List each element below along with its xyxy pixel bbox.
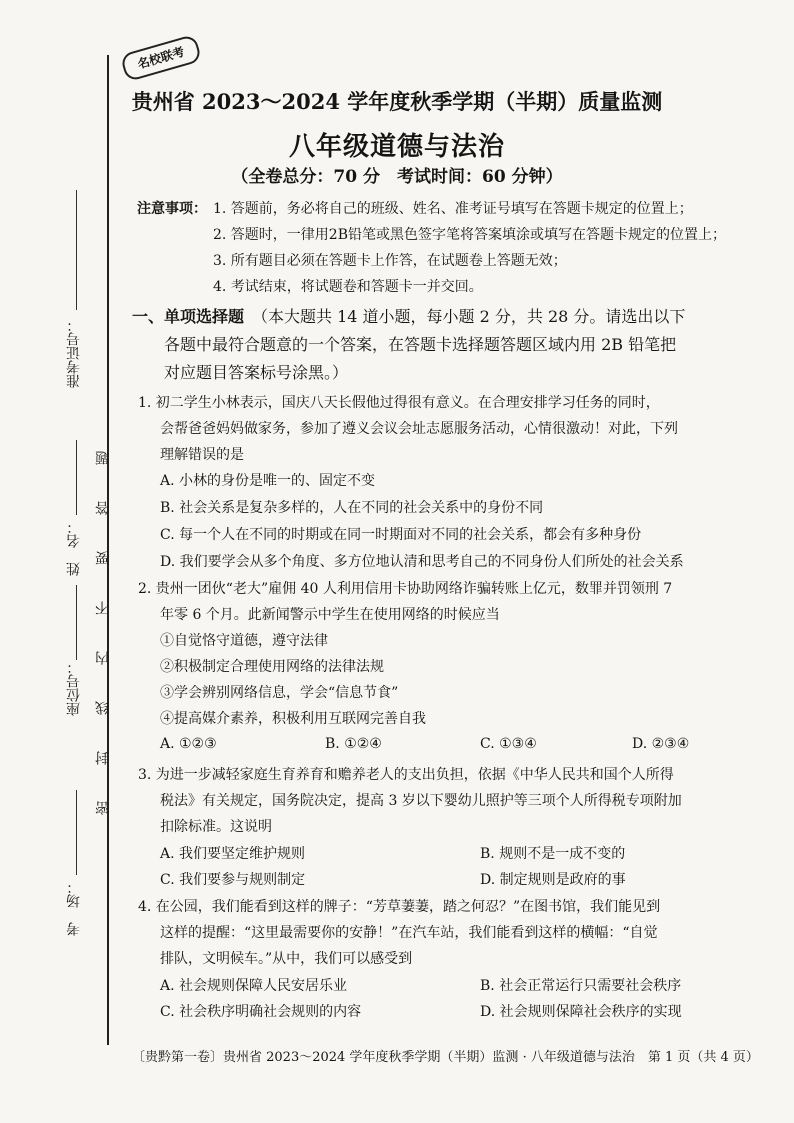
room-blank [76, 790, 77, 875]
question-stem: 1. 初二学生小林表示，国庆八天长假他过得很有意义。在合理安排学习任务的同时， [138, 395, 660, 411]
note-item: 3. 所有题目必须在答题卡上作答，在试题卷上答题无效； [213, 253, 567, 269]
room-label: 考 场： [66, 880, 82, 936]
exam-meta: （全卷总分：70 分 考试时间：60 分钟） [231, 167, 563, 187]
question-stem: 年零 6 个月。此新闻警示中学生在使用网络的时候应当 [160, 607, 500, 623]
statement-item: ②积极制定合理使用网络的法律法规 [160, 659, 384, 675]
name-blank [76, 440, 77, 515]
section-instructions: 对应题目答案标号涂黑。） [164, 363, 349, 382]
answer-option: B. 规则不是一成不变的 [480, 846, 626, 862]
question-stem: 税法》有关规定，国务院决定，提高 3 岁以下婴幼儿照护等三项个人所得税专项附加 [160, 793, 682, 809]
exam-number-blank [76, 190, 77, 310]
joint-exam-badge: 名校联考 [120, 34, 203, 82]
seat-label: 座位号： [66, 660, 82, 716]
exam-number-label: 准考证号： [66, 318, 82, 388]
section-instructions: （本大题共 14 道小题，每小题 2 分，共 28 分。请选出以下 [252, 307, 686, 326]
answer-option: A. 社会规则保障人民安居乐业 [160, 978, 348, 994]
question-stem: 这样的提醒：“这里最需要你的安静！”在汽车站，我们能看到这样的横幅：“自觉 [160, 925, 658, 941]
name-label: 姓 名： [66, 520, 82, 576]
statement-item: ④提高媒介素养，积极利用互联网完善自我 [160, 711, 426, 727]
answer-option: A. ①②③ [160, 736, 217, 752]
question-stem: 4. 在公园，我们能看到这样的牌子：“芳草萋萋，踏之何忍？”在图书馆，我们能见到 [138, 899, 661, 915]
note-item: 4. 考试结束，将试题卷和答题卡一并交回。 [213, 279, 483, 295]
question-stem: 扣除标准。这说明 [160, 819, 272, 835]
answer-option: C. 每一个人在不同的时期或在同一时期面对不同的社会关系，都会有多种身份 [160, 527, 642, 543]
exam-title: 贵州省 2023～2024 学年度秋季学期（半期）质量监测 [131, 89, 663, 114]
question-stem: 理解错误的是 [160, 447, 244, 463]
section-title: 单项选择题 [164, 307, 245, 326]
question-stem: 2. 贵州一团伙“老大”雇佣 40 人利用信用卡协助网络诈骗转账上亿元，数罪并罚领刑 7 [138, 581, 673, 597]
answer-option: D. ②③④ [632, 736, 690, 752]
note-item: 1. 答题前，务必将自己的班级、姓名、准考证号填写在答题卡规定的位置上； [213, 201, 693, 217]
statement-item: ①自觉恪守道德，遵守法律 [160, 633, 328, 649]
answer-option: C. 我们要参与规则制定 [160, 872, 306, 888]
notes-label: 注意事项： [137, 201, 207, 217]
answer-option: C. ①③④ [480, 736, 537, 752]
answer-option: D. 制定规则是政府的事 [480, 872, 626, 888]
answer-option: B. 社会正常运行只需要社会秩序 [480, 978, 682, 994]
answer-option: B. 社会关系是复杂多样的，人在不同的社会关系中的身份不同 [160, 500, 544, 516]
question-stem: 3. 为进一步减轻家庭生育养育和赡养老人的支出负担，依据《中华人民共和国个人所得 [138, 767, 674, 783]
seat-blank [76, 585, 77, 660]
section-instructions: 各题中最符合题意的一个答案，在答题卡选择题答题区域内用 2B 铅笔把 [164, 335, 677, 354]
page-footer: 〔贵黔第一卷〕贵州省 2023～2024 学年度秋季学期（半期）监测 · 八年级道德与法治 第 1 页（共 4 页） [132, 1050, 759, 1065]
statement-item: ③学会辨别网络信息，学会“信息节食” [160, 685, 399, 701]
note-item: 2. 答题时，一律用2B铅笔或黑色签字笔将答案填涂或填写在答题卡规定的位置上； [213, 227, 727, 243]
answer-option: A. 我们要坚定维护规则 [160, 846, 306, 862]
answer-option: D. 我们要学会从多个角度、多方位地认清和思考自己的不同身份人们所处的社会关系 [160, 554, 684, 570]
section-number: 一、 [132, 307, 165, 326]
answer-option: C. 社会秩序明确社会规则的内容 [160, 1004, 362, 1020]
question-stem: 会帮爸爸妈妈做家务，参加了遵义会议会址志愿服务活动，心情很激动！对此，下列 [160, 421, 678, 437]
answer-option: A. 小林的身份是唯一的、固定不变 [160, 473, 376, 489]
answer-option: D. 社会规则保障社会秩序的实现 [480, 1004, 682, 1020]
answer-option: B. ①②④ [325, 736, 382, 752]
subject-title: 八年级道德与法治 [288, 132, 505, 162]
seal-line-notice: 密 封 线 内 不 要 答 题 [95, 440, 111, 815]
question-stem: 排队，文明候车。”从中，我们可以感受到 [160, 951, 413, 967]
